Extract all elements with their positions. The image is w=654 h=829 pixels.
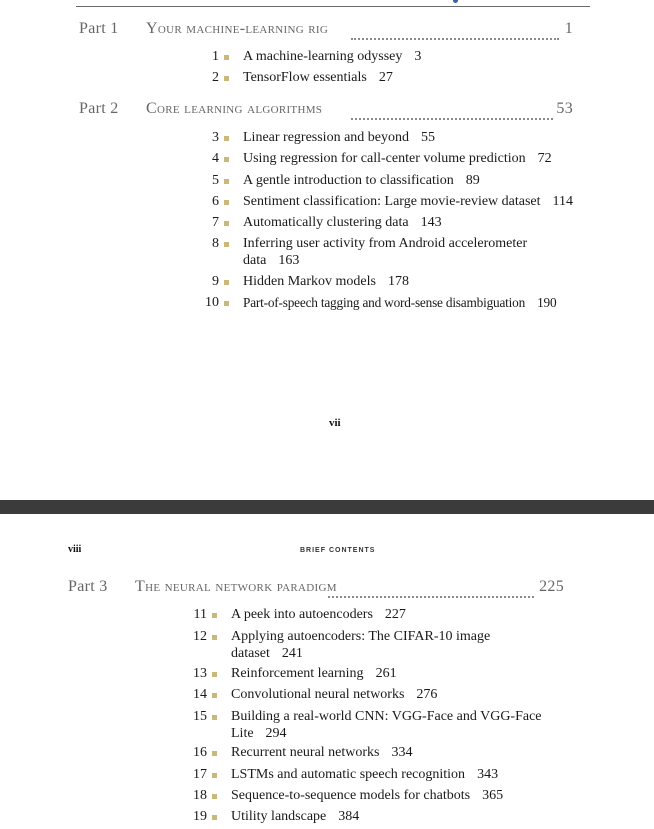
chapter-title: Automatically clustering data 143 <box>243 215 442 230</box>
chapter-title: Recurrent neural networks 334 <box>231 745 413 760</box>
bullet-icon <box>224 179 229 184</box>
chapter-title: Building a real-world CNN: VGG-Face and VGG-Face <box>231 709 542 724</box>
chapter-number: 6 <box>212 194 219 209</box>
chapter-number: 10 <box>205 295 219 310</box>
chapter-number: 17 <box>193 767 207 782</box>
chapter-page: 178 <box>387 274 409 289</box>
chapter-title-cont: Lite 294 <box>231 726 287 741</box>
bullet-icon <box>224 157 229 162</box>
chapter-number: 5 <box>212 173 219 188</box>
page-top-rule <box>76 6 590 7</box>
bullet-icon <box>224 200 229 205</box>
part-title: Core learning algorithms <box>146 100 323 117</box>
bullet-icon <box>212 751 217 756</box>
toc-page-viii <box>0 514 654 828</box>
chapter-page: 343 <box>477 767 499 782</box>
chapter-number: 9 <box>212 274 219 289</box>
dot-leader <box>351 100 553 120</box>
chapter-title: Inferring user activity from Android accelerometer <box>243 236 528 251</box>
chapter-number: 18 <box>193 788 207 803</box>
bullet-icon <box>212 672 217 677</box>
bullet-icon <box>212 613 217 618</box>
chapter-number: 12 <box>193 629 207 644</box>
chapter-title: A peek into autoencoders 227 <box>231 607 406 622</box>
chapter-page: 114 <box>552 194 574 209</box>
chapter-number: 19 <box>193 809 207 824</box>
chapter-page: 55 <box>421 130 435 145</box>
chapter-title: Applying autoencoders: The CIFAR-10 image <box>231 629 491 644</box>
part-page: 1 <box>564 20 573 37</box>
chapter-title: Using regression for call-center volume prediction 72 <box>243 151 552 166</box>
page-folio: vii <box>329 417 341 429</box>
chapter-number: 2 <box>212 70 219 85</box>
part-3-heading[interactable] <box>68 578 564 602</box>
chapter-title: Reinforcement learning 261 <box>231 666 397 681</box>
part-1-heading[interactable] <box>79 20 573 44</box>
bullet-icon <box>212 794 217 799</box>
bullet-icon <box>212 693 217 698</box>
part-title: Your machine-learning rig <box>146 20 329 37</box>
bullet-icon <box>224 136 229 141</box>
chapter-page: 241 <box>281 646 303 661</box>
part-page: 225 <box>539 578 564 595</box>
chapter-page: 89 <box>465 173 480 188</box>
bullet-icon <box>224 280 229 285</box>
page-separator <box>0 500 654 514</box>
chapter-page: 227 <box>384 607 406 622</box>
chapter-number: 7 <box>212 215 219 230</box>
chapter-title: TensorFlow essentials 27 <box>243 70 393 85</box>
bullet-icon <box>224 76 229 81</box>
bullet-icon <box>212 773 217 778</box>
link-marker <box>453 0 458 3</box>
chapter-number: 11 <box>193 607 207 622</box>
bullet-icon <box>212 715 217 720</box>
chapter-number: 4 <box>212 151 219 166</box>
chapter-title: Linear regression and beyond 55 <box>243 130 435 145</box>
chapter-page: 261 <box>375 666 397 681</box>
chapter-number: 15 <box>193 709 207 724</box>
chapter-page: 163 <box>278 253 300 268</box>
chapter-number: 1 <box>212 49 219 64</box>
chapter-number: 8 <box>212 236 219 251</box>
chapter-page: 72 <box>537 151 552 166</box>
chapter-title-cont: data 163 <box>243 253 300 268</box>
chapter-title: Hidden Markov models 178 <box>243 274 409 289</box>
chapter-number: 3 <box>212 130 219 145</box>
chapter-title: A machine-learning odyssey 3 <box>243 49 422 64</box>
bullet-icon <box>224 242 229 247</box>
bullet-icon <box>224 55 229 60</box>
chapter-page: 334 <box>391 745 413 760</box>
chapter-title: LSTMs and automatic speech recognition 343 <box>231 767 499 782</box>
part-number: Part 1 <box>79 20 119 37</box>
bullet-icon <box>212 635 217 640</box>
part-number: Part 3 <box>68 578 108 595</box>
chapter-page: 27 <box>378 70 393 85</box>
chapter-page: 276 <box>416 687 438 702</box>
chapter-title: A gentle introduction to classification 89 <box>243 173 480 188</box>
bullet-icon <box>224 301 229 306</box>
dot-leader <box>328 578 534 598</box>
chapter-number: 13 <box>193 666 207 681</box>
chapter-title: Utility landscape 384 <box>231 809 360 824</box>
chapter-page: 365 <box>482 788 504 803</box>
chapter-title: Sentiment classification: Large movie-review dataset 114 <box>243 194 574 209</box>
part-page: 53 <box>556 100 573 117</box>
running-head: BRIEF CONTENTS <box>300 547 376 554</box>
chapter-page: 294 <box>265 726 287 741</box>
bullet-icon <box>224 221 229 226</box>
dot-leader <box>351 20 559 40</box>
chapter-number: 16 <box>193 745 207 760</box>
page-folio: viii <box>68 544 82 555</box>
chapter-title: Sequence-to-sequence models for chatbots 365 <box>231 788 504 803</box>
chapter-page: 3 <box>414 49 422 64</box>
chapter-title: Convolutional neural networks 276 <box>231 687 438 702</box>
chapter-title: Part-of-speech tagging and word-sense disambiguation 190 <box>243 295 557 310</box>
part-title: The neural network paradigm <box>135 578 337 595</box>
chapter-page: 190 <box>537 295 557 310</box>
part-number: Part 2 <box>79 100 119 117</box>
chapter-page: 143 <box>420 215 442 230</box>
bullet-icon <box>212 815 217 820</box>
chapter-title-cont: dataset 241 <box>231 646 303 661</box>
chapter-number: 14 <box>193 687 207 702</box>
part-2-heading[interactable] <box>79 100 573 124</box>
chapter-page: 384 <box>338 809 360 824</box>
